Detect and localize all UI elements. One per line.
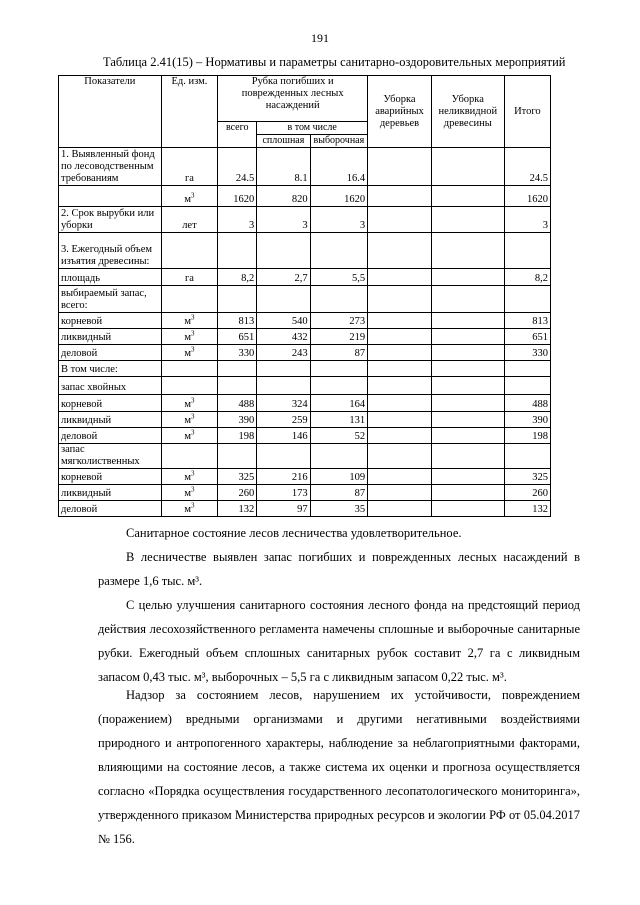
cell-illiquid — [431, 501, 504, 517]
norms-table — [58, 75, 551, 517]
cell-total — [218, 233, 257, 269]
cell-clear: 820 — [257, 186, 310, 207]
row-unit: $м^3$ — [161, 345, 217, 361]
row-unit: $м^3$ — [161, 313, 217, 329]
cell-selective: 1620 — [310, 186, 368, 207]
cell-emergency — [368, 377, 432, 395]
cell-clear: 243 — [257, 345, 310, 361]
row-label: ликвидный — [59, 329, 162, 345]
header-total: всего — [218, 122, 257, 148]
superscript: 3 — [191, 501, 195, 510]
row-unit — [161, 361, 217, 377]
cell-itogo — [504, 377, 550, 395]
row-label — [59, 186, 162, 207]
superscript: 3 — [191, 345, 195, 354]
cell-total: 260 — [218, 485, 257, 501]
table-caption: Таблица 2.41(15) – Нормативы и параметры санитарно-оздоровительных мероприятий — [103, 55, 566, 69]
cell-clear — [257, 233, 310, 269]
cell-selective — [310, 233, 368, 269]
table-row — [59, 148, 551, 186]
cell-emergency — [368, 395, 432, 412]
row-label: ликвидный — [59, 485, 162, 501]
cell-illiquid — [431, 345, 504, 361]
row-unit: $м^3$ — [161, 329, 217, 345]
cell-clear: 216 — [257, 469, 310, 485]
cell-itogo: 813 — [504, 313, 550, 329]
table-row — [59, 269, 551, 286]
cell-clear: 324 — [257, 395, 310, 412]
row-unit: $м^3$ — [161, 428, 217, 444]
cell-selective: 5,5 — [310, 269, 368, 286]
cell-itogo: 198 — [504, 428, 550, 444]
cell-illiquid — [431, 444, 504, 469]
cell-emergency — [368, 345, 432, 361]
row-label: корневой — [59, 395, 162, 412]
cell-total: 330 — [218, 345, 257, 361]
cell-selective: 16.4 — [310, 148, 368, 186]
row-label: 2. Срок вырубки или уборки — [59, 207, 162, 233]
row-unit: га — [161, 148, 217, 186]
header-emergency: Уборка аварийных деревьев — [368, 76, 432, 148]
row-label: выбираемый запас, всего: — [59, 286, 162, 313]
cell-itogo: 325 — [504, 469, 550, 485]
cell-total: 1620 — [218, 186, 257, 207]
cell-itogo: 488 — [504, 395, 550, 412]
page-number: 191 — [311, 31, 329, 45]
row-label: корневой — [59, 313, 162, 329]
cell-total: 325 — [218, 469, 257, 485]
row-unit — [161, 286, 217, 313]
cell-itogo — [504, 233, 550, 269]
cell-emergency — [368, 269, 432, 286]
table-row — [59, 501, 551, 517]
header-itogo: Итого — [504, 76, 550, 148]
header-indicator: Показатели — [59, 76, 162, 148]
cell-illiquid — [431, 313, 504, 329]
cell-clear — [257, 286, 310, 313]
cell-total: 651 — [218, 329, 257, 345]
cell-clear — [257, 444, 310, 469]
header-selective: выборочная — [310, 135, 368, 148]
row-unit: $м^3$ — [161, 501, 217, 517]
cell-clear: 146 — [257, 428, 310, 444]
cell-selective: 131 — [310, 412, 368, 428]
cell-total: 813 — [218, 313, 257, 329]
row-unit: $м^3$ — [161, 469, 217, 485]
cell-total — [218, 444, 257, 469]
paragraph-text: В лесничестве выявлен запас погибших и поврежденных лесных насаждений в размере 1,6 тыс. м³. — [98, 550, 580, 588]
table-row — [59, 186, 551, 207]
cell-clear: 259 — [257, 412, 310, 428]
table-row — [59, 428, 551, 444]
row-unit: $м^3$ — [161, 395, 217, 412]
cell-clear: 173 — [257, 485, 310, 501]
cell-itogo: 330 — [504, 345, 550, 361]
paragraph: Надзор за состоянием лесов, нарушением их устойчивости, повреждением (поражением) вредными организмами и другими негативными воздействиями природного и антропогенного характеры, наблюдение за неблагоприятными факторами, влияющими на состояние лесов, а также система их оценки и прогноза осуществляется согласно «Порядка осуществления государственного лесопатологического мониторинга», утвержденного приказом Министерства природных ресурсов и экологии РФ от 05.04.2017 № 156. — [98, 688, 580, 846]
header-unit: Ед. изм. — [161, 76, 217, 148]
cell-itogo — [504, 361, 550, 377]
cell-illiquid — [431, 233, 504, 269]
cell-clear: 97 — [257, 501, 310, 517]
cell-emergency — [368, 313, 432, 329]
row-unit: га — [161, 269, 217, 286]
table-row — [59, 286, 551, 313]
superscript: 3 — [191, 396, 195, 405]
cell-itogo: 651 — [504, 329, 550, 345]
superscript: 3 — [191, 329, 195, 338]
row-unit: $м^3$ — [161, 186, 217, 207]
cell-illiquid — [431, 361, 504, 377]
row-label: запас мягколиственных — [59, 444, 162, 469]
cell-selective: 3 — [310, 207, 368, 233]
cell-clear: 8.1 — [257, 148, 310, 186]
cell-emergency — [368, 286, 432, 313]
row-label: В том числе: — [59, 361, 162, 377]
cell-emergency — [368, 469, 432, 485]
cell-emergency — [368, 207, 432, 233]
cell-selective: 87 — [310, 485, 368, 501]
superscript: 3 — [191, 485, 195, 494]
cell-total: 24.5 — [218, 148, 257, 186]
row-label: 3. Ежегодный объем изъятия древесины: — [59, 233, 162, 269]
header-felling: Рубка погибших и поврежденных лесных насаждений — [218, 76, 368, 122]
row-unit: $м^3$ — [161, 485, 217, 501]
cell-emergency — [368, 444, 432, 469]
cell-illiquid — [431, 412, 504, 428]
cell-total — [218, 377, 257, 395]
row-label: деловой — [59, 428, 162, 444]
cell-illiquid — [431, 395, 504, 412]
cell-emergency — [368, 485, 432, 501]
cell-total — [218, 361, 257, 377]
cell-illiquid — [431, 207, 504, 233]
table-row — [59, 395, 551, 412]
cell-selective: 35 — [310, 501, 368, 517]
row-label: деловой — [59, 501, 162, 517]
cell-selective — [310, 361, 368, 377]
cell-illiquid — [431, 428, 504, 444]
cell-clear: 3 — [257, 207, 310, 233]
cell-selective — [310, 286, 368, 313]
cell-total — [218, 286, 257, 313]
cell-selective: 219 — [310, 329, 368, 345]
cell-selective: 109 — [310, 469, 368, 485]
table-row — [59, 207, 551, 233]
row-label: 1. Выявленный фонд по лесоводственным требованиям — [59, 148, 162, 186]
cell-emergency — [368, 148, 432, 186]
row-unit — [161, 377, 217, 395]
cell-itogo — [504, 286, 550, 313]
cell-emergency — [368, 412, 432, 428]
cell-selective: 164 — [310, 395, 368, 412]
cell-selective — [310, 377, 368, 395]
cell-itogo: 3 — [504, 207, 550, 233]
cell-total: 198 — [218, 428, 257, 444]
cell-itogo: 24.5 — [504, 148, 550, 186]
cell-clear: 432 — [257, 329, 310, 345]
table-row — [59, 444, 551, 469]
cell-itogo: 8,2 — [504, 269, 550, 286]
cell-itogo: 390 — [504, 412, 550, 428]
cell-selective: 87 — [310, 345, 368, 361]
row-label: запас хвойных — [59, 377, 162, 395]
paragraph: Санитарное состояние лесов лесничества удовлетворительное. — [126, 526, 462, 540]
row-unit: $м^3$ — [161, 412, 217, 428]
superscript: 3 — [191, 313, 195, 322]
cell-emergency — [368, 361, 432, 377]
cell-total: 488 — [218, 395, 257, 412]
table-row — [59, 469, 551, 485]
cell-total: 390 — [218, 412, 257, 428]
table-row — [59, 485, 551, 501]
table-row — [59, 412, 551, 428]
cell-clear: 540 — [257, 313, 310, 329]
row-unit — [161, 444, 217, 469]
cell-total: 3 — [218, 207, 257, 233]
cell-clear: 2,7 — [257, 269, 310, 286]
paragraph: С целью улучшения санитарного состояния лесного фонда на предстоящий период действия лесохозяйственного регламента намечены сплошные и выборочные санитарные рубки. Ежегодный объем сплошных санитарных рубок составит 2,7 га с ликвидным запасом 0,43 тыс. м³, выборочных – 5,5 га с ликвидным запасом 0,22 тыс. м³. — [98, 598, 580, 684]
table-row — [59, 361, 551, 377]
table-row — [59, 313, 551, 329]
table-row — [59, 345, 551, 361]
row-label: корневой — [59, 469, 162, 485]
header-illiquid: Уборка неликвидной древесины — [431, 76, 504, 148]
superscript: 3 — [191, 428, 195, 437]
paragraph — [98, 545, 580, 593]
cell-illiquid — [431, 269, 504, 286]
cell-selective: 52 — [310, 428, 368, 444]
table-row — [59, 329, 551, 345]
cell-emergency — [368, 501, 432, 517]
header-clear: сплошная — [257, 135, 310, 148]
cell-total: 8,2 — [218, 269, 257, 286]
cell-illiquid — [431, 186, 504, 207]
cell-selective: 273 — [310, 313, 368, 329]
row-unit — [161, 233, 217, 269]
superscript: 3 — [191, 191, 195, 200]
cell-illiquid — [431, 148, 504, 186]
cell-illiquid — [431, 286, 504, 313]
header-including: в том числе — [257, 122, 368, 135]
cell-itogo: 1620 — [504, 186, 550, 207]
cell-illiquid — [431, 377, 504, 395]
cell-emergency — [368, 233, 432, 269]
cell-illiquid — [431, 469, 504, 485]
cell-illiquid — [431, 485, 504, 501]
row-label: деловой — [59, 345, 162, 361]
row-unit: лет — [161, 207, 217, 233]
row-label: площадь — [59, 269, 162, 286]
cell-clear — [257, 377, 310, 395]
cell-total: 132 — [218, 501, 257, 517]
cell-clear — [257, 361, 310, 377]
cell-itogo: 260 — [504, 485, 550, 501]
table-row — [59, 377, 551, 395]
table-row — [59, 233, 551, 269]
row-label: ликвидный — [59, 412, 162, 428]
cell-itogo — [504, 444, 550, 469]
cell-emergency — [368, 428, 432, 444]
cell-illiquid — [431, 329, 504, 345]
superscript: 3 — [191, 469, 195, 478]
cell-emergency — [368, 329, 432, 345]
cell-selective — [310, 444, 368, 469]
cell-emergency — [368, 186, 432, 207]
superscript: 3 — [191, 412, 195, 421]
cell-itogo: 132 — [504, 501, 550, 517]
